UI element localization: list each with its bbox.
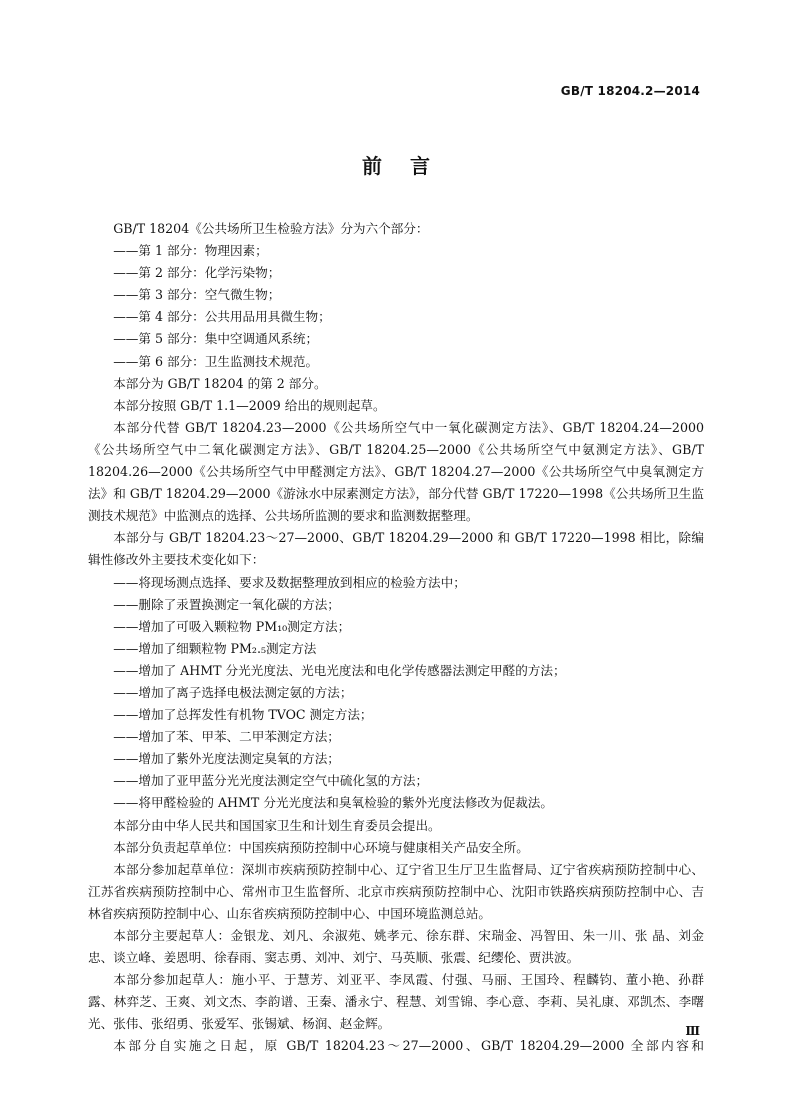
paragraph-effective-date: 本部分自实施之日起，原 GB/T 18204.23～27—2000、GB/T 18204.29—2000 全部内容和 bbox=[113, 1038, 704, 1054]
paragraph-participating-drafters: 本部分参加起草人：施小平、于慧芳、刘亚平、李凤霞、付强、马丽、王国玲、程麟钧、董小艳、孙群露、林弈芝、王爽、刘文杰、李韵谱、王秦、潘永宁、程慧、刘雪锦、李心意、李莉、吴礼康、邓凯杰、李曙光、张伟、张绍勇、张爱军、张锡斌、杨润、赵金辉。 bbox=[88, 972, 704, 1032]
paragraph-proposed-by: 本部分由中华人民共和国国家卫生和计划生育委员会提出。 bbox=[113, 817, 441, 833]
list-item-change: ——删除了汞置换测定一氧化碳的方法； bbox=[113, 596, 340, 612]
list-item-change: ——增加了 AHMT 分光光度法、光电光度法和电化学传感器法测定甲醛的方法； bbox=[113, 662, 566, 678]
paragraph-drafting-rules: 本部分按照 GB/T 1.1—2009 给出的规则起草。 bbox=[113, 397, 386, 413]
list-item-part-4: ——第 4 部分：公共用品用具微生物； bbox=[113, 309, 331, 325]
paragraph-changes-intro: 本部分与 GB/T 18204.23～27—2000、GB/T 18204.29—2000 和 GB/T 17220—1998 相比，除编辑性修改外主要技术变化如下： bbox=[88, 530, 704, 568]
page-title: 前言 bbox=[362, 154, 458, 178]
list-item-change: ——增加了紫外光度法测定臭氧的方法； bbox=[113, 751, 340, 767]
foreword-body bbox=[88, 218, 704, 1058]
list-item-change: ——增加了可吸入颗粒物 PM₁₀测定方法； bbox=[113, 618, 351, 634]
paragraph-replaces: 本部分代替 GB/T 18204.23—2000《公共场所空气中一氧化碳测定方法》、GB/T 18204.24—2000《公共场所空气中二氧化碳测定方法》、GB/T 18204.25—2000《公共场所空气中氨测定方法》、GB/T 18204.26—2000《公共场所空气中甲醛测定方法》、GB/T 18204.27—2000《公共场所空气中臭氧测定方法》和 GB/T 18204.29—2000《游泳水中尿素测定方法》，部分代替 GB/T 17220—1998《公共场所卫生监测技术规范》中监测点的选择、公共场所监测的要求和监测数据整理。 bbox=[88, 419, 704, 524]
list-item-change: ——增加了苯、甲苯、二甲苯测定方法； bbox=[113, 729, 340, 745]
list-item-part-6: ——第 6 部分：卫生监测技术规范。 bbox=[113, 353, 319, 369]
list-item-part-5: ——第 5 部分：集中空调通风系统； bbox=[113, 331, 319, 347]
paragraph-intro: GB/T 18204《公共场所卫生检验方法》分为六个部分： bbox=[113, 221, 429, 236]
paragraph-participating-units: 本部分参加起草单位：深圳市疾病预防控制中心、辽宁省卫生厅卫生监督局、辽宁省疾病预防控制中心、江苏省疾病预防控制中心、常州市卫生监督所、北京市疾病预防控制中心、沈阳市铁路疾病预防控制中心、吉林省疾病预防控制中心、山东省疾病预防控制中心、中国环境监测总站。 bbox=[88, 861, 704, 921]
list-item-part-3: ——第 3 部分：空气微生物； bbox=[113, 287, 281, 303]
paragraph-responsible-unit: 本部分负责起草单位：中国疾病预防控制中心环境与健康相关产品安全所。 bbox=[113, 839, 529, 855]
paragraph-main-drafters: 本部分主要起草人：金银龙、刘凡、余淑苑、姚孝元、徐东群、宋瑞金、冯智田、朱一川、张 晶、刘金忠、谈立峰、姜恩明、徐春雨、窦志勇、刘冲、刘宁、马英顺、张震、纪缨伦、贾洪波。 bbox=[88, 928, 704, 966]
standard-number-header: GB/T 18204.2—2014 bbox=[560, 84, 700, 98]
list-item-change: ——增加了离子选择电极法测定氨的方法； bbox=[113, 684, 353, 700]
list-item-part-1: ——第 1 部分：物理因素； bbox=[113, 243, 268, 259]
list-item-change: ——增加了亚甲蓝分光光度法测定空气中硫化氢的方法； bbox=[113, 773, 429, 789]
paragraph-part-statement: 本部分为 GB/T 18204 的第 2 部分。 bbox=[113, 375, 327, 391]
page-number: Ⅲ bbox=[685, 1024, 700, 1038]
list-item-change: ——将甲醛检验的 AHMT 分光光度法和臭氧检验的紫外光度法修改为促裁法。 bbox=[113, 795, 553, 811]
list-item-change: ——增加了总挥发性有机物 TVOC 测定方法； bbox=[113, 707, 373, 723]
list-item-change: ——增加了细颗粒物 PM₂.₅测定方法 bbox=[113, 640, 317, 656]
list-item-part-2: ——第 2 部分：化学污染物； bbox=[113, 265, 281, 281]
list-item-change: ——将现场测点选择、要求及数据整理放到相应的检验方法中； bbox=[113, 574, 466, 590]
